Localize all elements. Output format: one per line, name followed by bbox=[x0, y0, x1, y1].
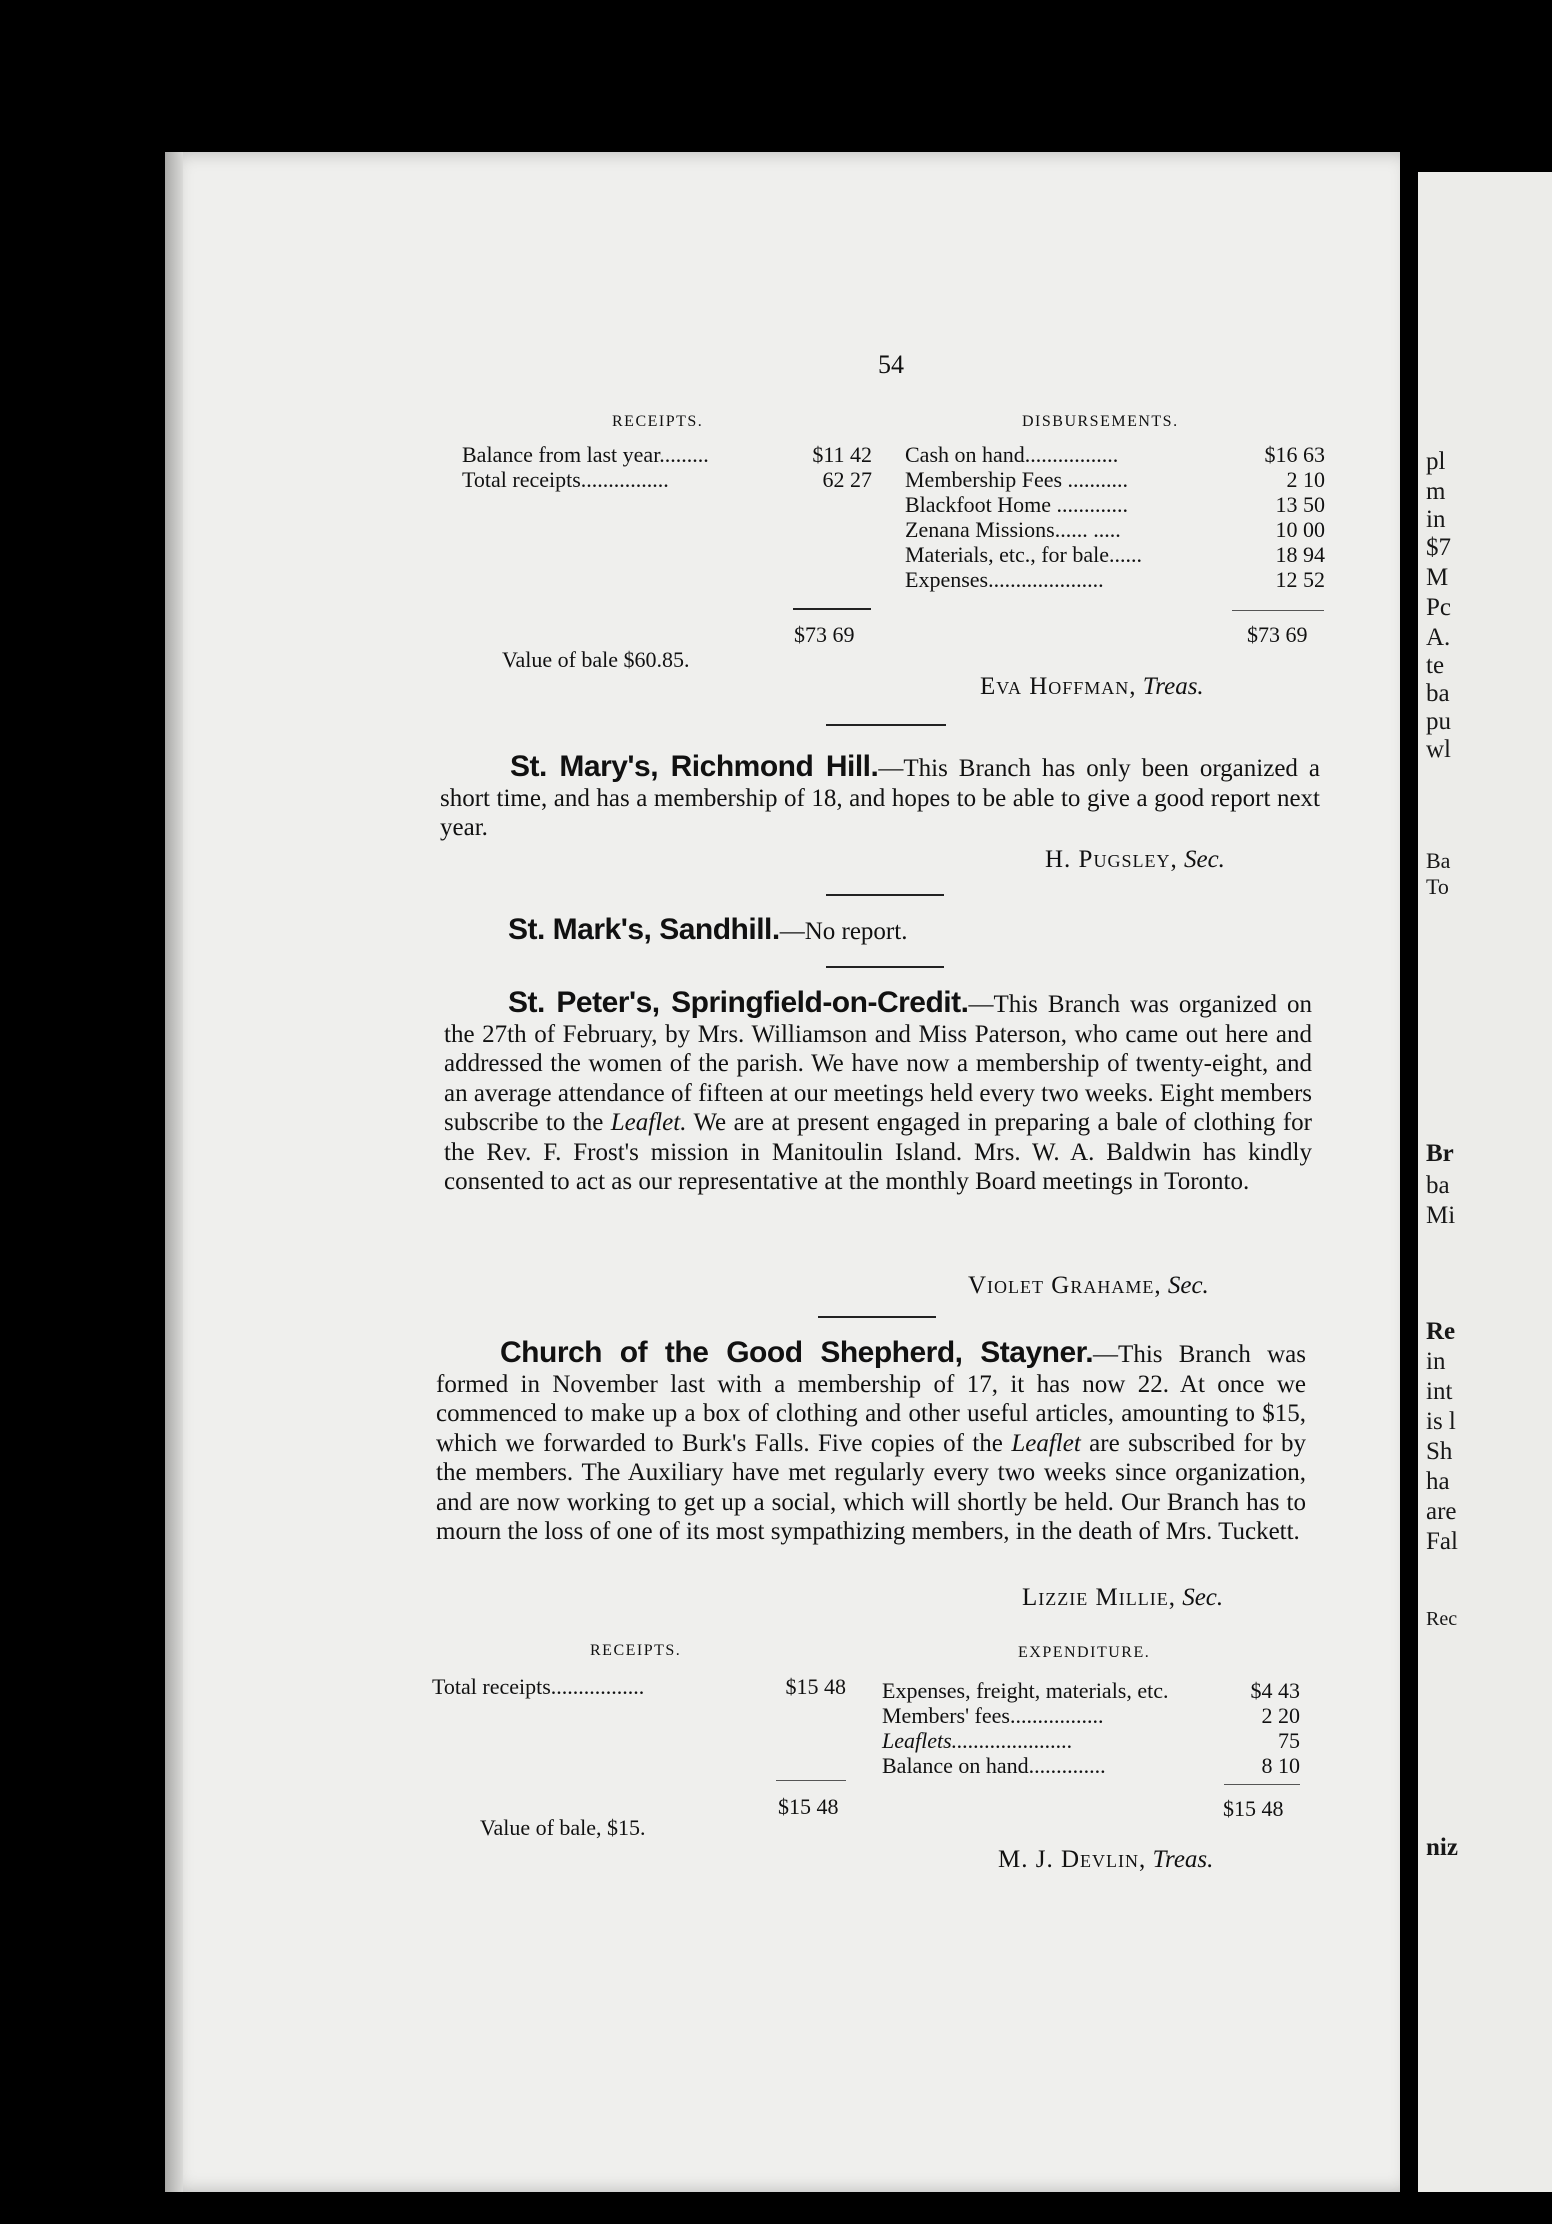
bale-value: Value of bale $60.85. bbox=[502, 647, 690, 672]
facing-text-fragment: Sh bbox=[1426, 1438, 1453, 1465]
disbursements-heading: DISBURSEMENTS. bbox=[1022, 413, 1179, 430]
ledger-row bbox=[882, 1728, 1300, 1753]
ledger-amount: 13 50 bbox=[1275, 492, 1325, 517]
ledger-label: Blackfoot Home ............. bbox=[905, 492, 1129, 517]
report-text: We are at present engaged in preparing a bale of clothing for the Rev. F. Frost's mission in Manitoulin Island. Mrs. W. A. Baldwin has kindly consented to act as our representative at the monthly Board meetings in Toronto. bbox=[444, 1109, 1312, 1195]
ledger-label: Total receipts................ bbox=[462, 467, 669, 492]
ledger-row bbox=[905, 542, 1325, 567]
signature-name: H. Pugsley, bbox=[1045, 846, 1178, 873]
branch-heading: St. Peter's, Springfield-on-Credit. bbox=[508, 986, 969, 1019]
ledger-label: Members' fees................. bbox=[882, 1703, 1104, 1728]
secretary-signature bbox=[1045, 846, 1225, 874]
sum-rule bbox=[776, 1780, 846, 1781]
leaflet-title: Leaflet bbox=[1011, 1429, 1081, 1457]
facing-page bbox=[1418, 172, 1552, 2192]
facing-text-fragment: Rec bbox=[1426, 1608, 1458, 1630]
receipts-heading: RECEIPTS. bbox=[612, 413, 704, 430]
branch-heading: St. Mark's, Sandhill. bbox=[508, 913, 780, 946]
facing-text-fragment: Br bbox=[1426, 1140, 1454, 1167]
facing-text-fragment: Fal bbox=[1426, 1528, 1458, 1555]
ledger-amount: 18 94 bbox=[1275, 542, 1325, 567]
signature-title: Sec. bbox=[1182, 1584, 1224, 1611]
ledger-label: Expenses, freight, materials, etc. bbox=[882, 1678, 1169, 1703]
secretary-signature bbox=[968, 1272, 1209, 1300]
ledger-label: Zenana Missions...... ..... bbox=[905, 517, 1121, 542]
disbursements-ledger bbox=[905, 442, 1325, 592]
ledger-row bbox=[905, 442, 1325, 467]
facing-text-fragment: $7 bbox=[1426, 534, 1451, 561]
facing-text-fragment: M bbox=[1426, 564, 1449, 591]
branch-report-st-peters bbox=[444, 988, 1312, 1197]
page-number: 54 bbox=[878, 350, 904, 379]
treasurer-signature bbox=[998, 1846, 1213, 1874]
ledger-label: Leaflets...................... bbox=[882, 1728, 1073, 1753]
facing-text-fragment: is l bbox=[1426, 1408, 1456, 1435]
ledger-label: Balance on hand.............. bbox=[882, 1753, 1106, 1778]
facing-text-fragment: Re bbox=[1426, 1318, 1456, 1345]
report-text: —This Branch was organized on the 27th of February, by Mrs. Williamson and Miss Paterson, who came out here and addressed the women of the parish. We have now a membership of twenty-eight, and an average attendance of fifteen at our meetings held every two weeks. Eight members subscribe to the bbox=[444, 991, 1312, 1136]
facing-text-fragment: ba bbox=[1426, 1172, 1450, 1199]
ledger-row bbox=[905, 467, 1325, 492]
ledger-label: Cash on hand................. bbox=[905, 442, 1119, 467]
facing-text-fragment: are bbox=[1426, 1498, 1457, 1525]
report-text: are subscribed for by the members. The Auxiliary have met regularly every two weeks since organization, and are now working to get up a social, which will shortly be held. Our Branch has to mourn the loss of one of its most sympathizing members, in the death of Mrs. Tuckett. bbox=[436, 1429, 1307, 1545]
ledger-row bbox=[432, 1674, 846, 1699]
ledger-row bbox=[462, 442, 872, 467]
branch-report-st-marks bbox=[508, 913, 907, 947]
ledger-amount: $16 63 bbox=[1264, 442, 1325, 467]
ledger-amount: $4 43 bbox=[1250, 1678, 1300, 1703]
facing-text-fragment: A. bbox=[1426, 624, 1451, 651]
branch-report-good-shepherd bbox=[436, 1338, 1306, 1547]
ledger-amount: $15 48 bbox=[785, 1674, 846, 1699]
ledger-row bbox=[905, 492, 1325, 517]
ledger-amount: 12 52 bbox=[1275, 567, 1325, 592]
ledger-row bbox=[882, 1678, 1300, 1703]
facing-text-fragment: m bbox=[1426, 478, 1446, 505]
expenditure-ledger bbox=[882, 1678, 1300, 1778]
ledger-row bbox=[882, 1753, 1300, 1778]
facing-text-fragment: in bbox=[1426, 506, 1446, 533]
signature-name: Violet Grahame, bbox=[968, 1272, 1162, 1299]
facing-text-fragment: niz bbox=[1426, 1834, 1458, 1861]
ledger-amount: 10 00 bbox=[1275, 517, 1325, 542]
ledger-amount: 75 bbox=[1278, 1728, 1300, 1753]
bale-value: Value of bale, $15. bbox=[480, 1815, 646, 1840]
ledger-label: Balance from last year......... bbox=[462, 442, 709, 467]
ledger-amount: 62 27 bbox=[822, 467, 872, 492]
treasurer-signature bbox=[980, 673, 1204, 701]
facing-text-fragment: ha bbox=[1426, 1468, 1450, 1495]
facing-text-fragment: To bbox=[1426, 874, 1449, 899]
ledger-amount: 2 10 bbox=[1286, 467, 1325, 492]
facing-text-fragment: in bbox=[1426, 1348, 1446, 1375]
ledger-row bbox=[905, 567, 1325, 592]
ledger-label: Expenses..................... bbox=[905, 567, 1104, 592]
report-text: —No report. bbox=[779, 918, 908, 945]
disbursements-total: $73 69 bbox=[1247, 622, 1308, 647]
ledger-amount: 2 20 bbox=[1261, 1703, 1300, 1728]
expenditure-total: $15 48 bbox=[1223, 1796, 1284, 1821]
signature-title: Treas. bbox=[1142, 673, 1204, 700]
ledger-label: Materials, etc., for bale...... bbox=[905, 542, 1143, 567]
receipts-total: $73 69 bbox=[794, 622, 855, 647]
sum-rule bbox=[1224, 1784, 1300, 1785]
sum-rule bbox=[793, 608, 871, 610]
receipts-ledger bbox=[432, 1674, 846, 1699]
section-divider bbox=[826, 724, 946, 726]
ledger-label: Total receipts................. bbox=[432, 1674, 645, 1699]
facing-text-fragment: pu bbox=[1426, 708, 1451, 735]
facing-text-fragment: Ba bbox=[1426, 848, 1451, 873]
report-text: —This Branch was formed in November last with a membership of 17, it has now 22. At once we commenced to make up a box of clothing and other useful articles, amounting to $15, which we forwarded to Burk's Falls. Five copies of the bbox=[436, 1341, 1306, 1457]
facing-text-fragment: pl bbox=[1426, 448, 1446, 475]
secretary-signature bbox=[1022, 1584, 1223, 1612]
facing-text-fragment: ba bbox=[1426, 680, 1450, 707]
report-text: —This Branch has only been organized a short time, and has a membership of 18, and hopes to be able to give a good report next year. bbox=[440, 755, 1320, 841]
signature-name: M. J. Devlin, bbox=[998, 1846, 1147, 1873]
signature-title: Sec. bbox=[1167, 1272, 1209, 1299]
section-divider bbox=[826, 966, 944, 968]
ledger-label: Membership Fees ........... bbox=[905, 467, 1129, 492]
branch-heading: St. Mary's, Richmond Hill. bbox=[510, 750, 879, 783]
expenditure-heading: EXPENDITURE. bbox=[1018, 1644, 1151, 1661]
leaflet-title: Leaflet. bbox=[610, 1109, 687, 1136]
signature-title: Sec. bbox=[1183, 846, 1225, 873]
ledger-row bbox=[882, 1703, 1300, 1728]
signature-name: Eva Hoffman, bbox=[980, 673, 1137, 700]
sum-rule bbox=[1232, 610, 1324, 611]
signature-title: Treas. bbox=[1152, 1846, 1214, 1873]
facing-text-fragment: int bbox=[1426, 1378, 1453, 1405]
section-divider bbox=[818, 1316, 936, 1318]
receipts-total: $15 48 bbox=[778, 1794, 839, 1819]
section-divider bbox=[826, 894, 944, 896]
facing-text-fragment: wl bbox=[1426, 736, 1451, 763]
ledger-amount: 8 10 bbox=[1261, 1753, 1300, 1778]
branch-report-st-marys bbox=[440, 752, 1320, 843]
page-binding-shadow bbox=[165, 152, 183, 2192]
receipts-ledger bbox=[462, 442, 872, 492]
receipts-heading: RECEIPTS. bbox=[590, 1642, 682, 1659]
signature-name: Lizzie Millie, bbox=[1022, 1584, 1176, 1611]
branch-heading: Church of the Good Shepherd, Stayner. bbox=[500, 1336, 1094, 1369]
facing-text-fragment: Pc bbox=[1426, 594, 1451, 621]
ledger-amount: $11 42 bbox=[812, 442, 872, 467]
facing-text-fragment: Mi bbox=[1426, 1202, 1456, 1229]
ledger-row bbox=[905, 517, 1325, 542]
ledger-row bbox=[462, 467, 872, 492]
facing-text-fragment: te bbox=[1426, 652, 1445, 679]
